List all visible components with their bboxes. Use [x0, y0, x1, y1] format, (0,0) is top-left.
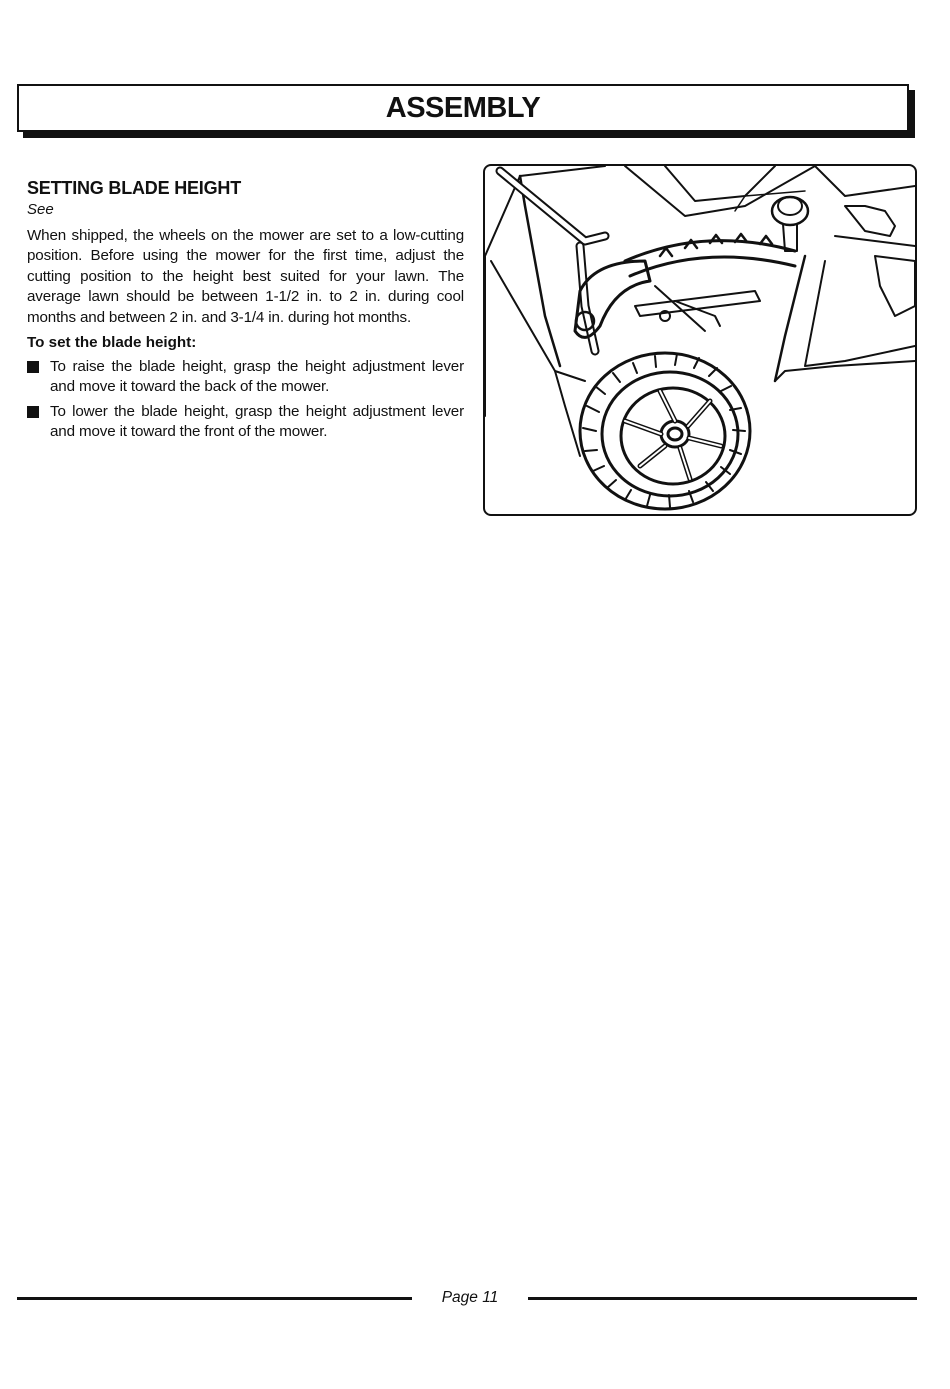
section-title: SETTING BLADE HEIGHT: [27, 178, 242, 198]
list-item: [27, 402, 464, 443]
instructions-subhead: To set the blade height:: [27, 334, 197, 352]
intro-paragraph: When shipped, the wheels on the mower are set to a low-cutting position. Before using the mower for the first time, adjust the cutting position to the height best suited for your lawn. The average lawn should be between 1-1/2 in. to 2 in. during cool months and between 2 in. and 3-1/4 in. during hot months.: [27, 227, 464, 326]
list-item: [27, 357, 464, 398]
lawn-mower-wheel-icon: [485, 166, 915, 514]
footer-rule-right: [528, 1297, 917, 1300]
list-item-text: To raise the blade height, grasp the height adjustment lever and move it toward the back of the mower.: [50, 358, 464, 396]
mower-illustration-figure: [483, 164, 917, 516]
text-column: [27, 176, 464, 447]
page-number: Page 11: [441, 1289, 499, 1306]
list-item-text: To lower the blade height, grasp the height adjustment lever and move it toward the front of the mower.: [50, 402, 464, 441]
bullet-square-icon: [27, 361, 39, 373]
bullet-square-icon: [27, 406, 39, 418]
footer-rule-left: [17, 1297, 412, 1300]
section-header-title: ASSEMBLY: [385, 91, 541, 124]
section-header-banner: [17, 84, 909, 132]
instruction-list: [27, 357, 464, 443]
see-reference: See: [27, 201, 54, 218]
